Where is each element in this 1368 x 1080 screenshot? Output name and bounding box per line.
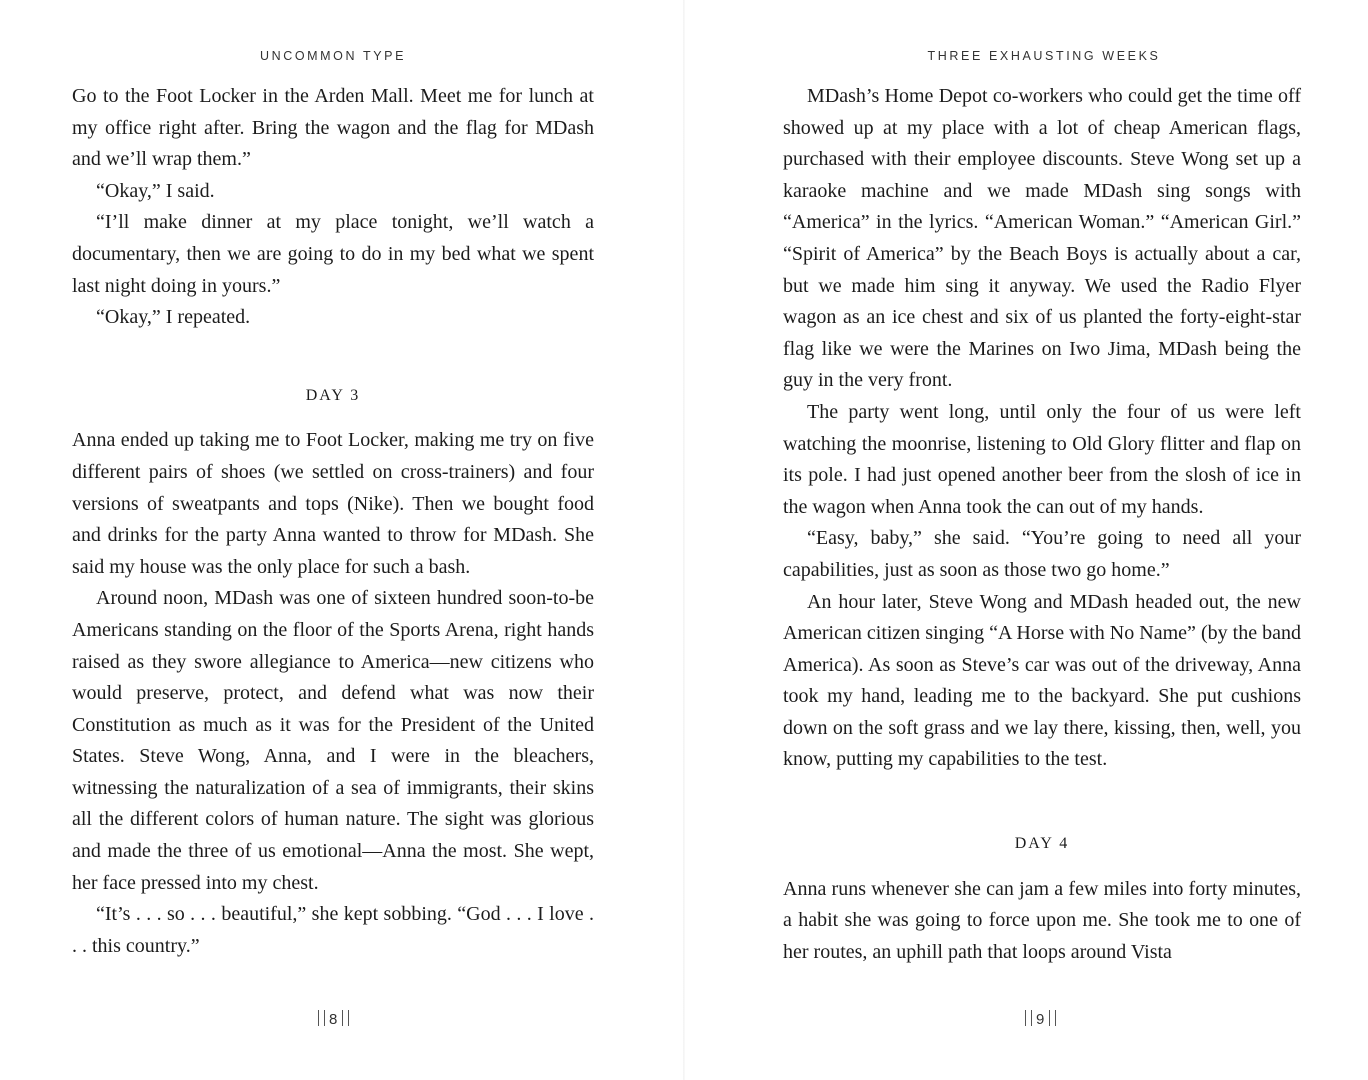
running-head-left: UNCOMMON TYPE <box>259 49 407 63</box>
paragraph: Anna runs whenever she can jam a few miles into forty minutes, a habit she was going to force upon me. She took me to one of her routes, an uphill path that loops around Vista <box>783 877 1301 963</box>
paragraph: “I’ll make dinner at my place tonight, we’ll watch a documentary, then we are going to do in my bed what we spent last night doing in yours.” <box>72 211 594 297</box>
page-number-left <box>314 1010 353 1028</box>
folio-ornament <box>1025 1010 1032 1026</box>
paragraph: Anna ended up taking me to Foot Locker, making me try on five different pairs of shoes (we settled on cross-trainers) and four versions of sweatpants and tops (Nike). Then we bought food and drinks for the party Anna wanted to throw for MDash. She said my house was the only place for such a bash. <box>72 429 594 578</box>
page-number-text: 9 <box>1036 1011 1046 1028</box>
folio-ornament <box>342 1010 349 1026</box>
running-head-right: THREE EXHAUSTING WEEKS <box>927 49 1161 63</box>
paragraph: The party went long, until only the four of us were left watching the moonrise, listening to Old Glory flitter and flap on its pole. I had just opened another beer from the slosh of ice in the wagon when Anna took the can out of my hands. <box>783 400 1301 518</box>
paragraph: MDash’s Home Depot co-workers who could get the time off showed up at my place with a lot of cheap American flags, purchased with their employee discounts. Steve Wong set up a karaoke machine and we made MDash sing songs with “America” in the lyrics. “American Woman.” “American Girl.” “Spirit of America” by the Beach Boys is actually about a car, but we made him sing it anyway. We used the Radio Flyer wagon as an ice chest and six of us planted the forty-eight-star flag like we were the Marines on Iwo Jima, MDash being the guy in the very front. <box>783 85 1301 392</box>
folio-ornament <box>1049 1010 1056 1026</box>
page-number-text: 8 <box>329 1011 339 1028</box>
paragraph: Around noon, MDash was one of sixteen hundred soon-to-be Americans standing on the floor of the Sports Arena, right hands raised as they swore allegiance to America—new citizens who would preserve, protect, and defend what was now their Constitution as much as it was for the President of the United States. Steve Wong, Anna, and I were in the bleachers, witnessing the naturalization of a sea of immigrants, their skins all the different colors of human nature. The sight was glorious and made the three of us emotional—Anna the most. She wept, her face pressed into my chest. <box>72 587 594 894</box>
paragraph: “Okay,” I said. <box>96 179 215 202</box>
paragraph: “Okay,” I repeated. <box>96 306 251 329</box>
page-number-right <box>1021 1010 1060 1028</box>
paragraph: An hour later, Steve Wong and MDash headed out, the new American citizen singing “A Horse with No Name” (by the band America). As soon as Steve’s car was out of the driveway, Anna took my hand, leading me to the backyard. She put cushions down on the soft grass and we lay there, kissing, then, well, you know, putting my capabilities to the test. <box>783 590 1301 771</box>
paragraph: Go to the Foot Locker in the Arden Mall. Meet me for lunch at my office right after. Bring the wagon and the flag for MDash and we’ll wrap them.” <box>72 85 594 171</box>
right-text-block <box>783 81 1301 968</box>
right-page <box>684 0 1368 1080</box>
section-heading-day-4: DAY 4 <box>1014 835 1070 853</box>
left-text-block <box>72 81 594 962</box>
folio-ornament <box>318 1010 325 1026</box>
section-heading-day-3: DAY 3 <box>305 386 361 404</box>
paragraph: “Easy, baby,” she said. “You’re going to need all your capabilities, just as soon as those two go home.” <box>783 527 1301 581</box>
paragraph: “It’s . . . so . . . beautiful,” she kept sobbing. “God . . . I love . . . this country.” <box>72 903 594 957</box>
